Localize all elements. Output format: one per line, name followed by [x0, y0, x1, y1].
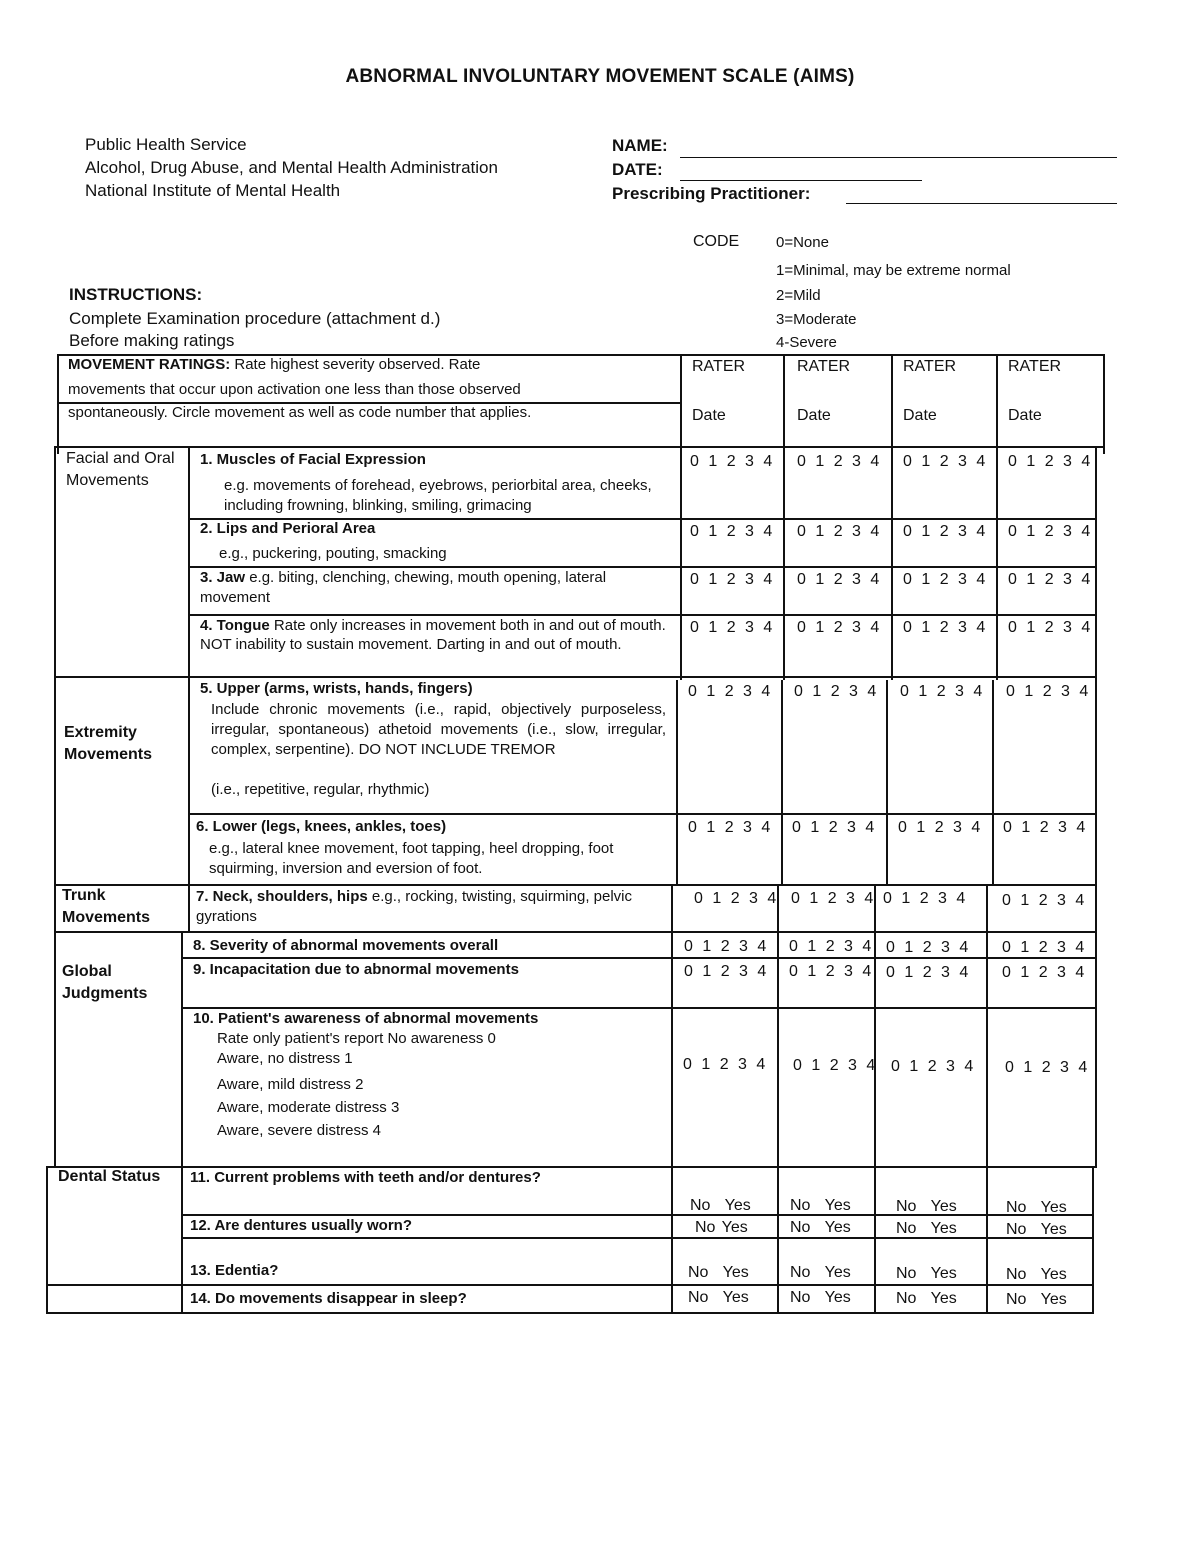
- answer-item-14-rater-4[interactable]: No Yes: [1006, 1291, 1067, 1308]
- code-item-3: 3=Moderate: [776, 311, 857, 328]
- score-item-5-rater-2[interactable]: 0 1 2 3 4: [794, 683, 879, 700]
- instructions-line-2: Before making ratings: [69, 331, 235, 350]
- item-5-description-2: (i.e., repetitive, regular, rhythmic): [211, 781, 430, 798]
- score-item-3-rater-1[interactable]: 0 1 2 3 4: [690, 571, 775, 588]
- score-item-4-rater-3[interactable]: 0 1 2 3 4: [903, 619, 988, 636]
- item-10-line-2: Aware, no distress 1: [217, 1050, 353, 1067]
- category-facial-oral: Facial and Oral Movements: [66, 450, 175, 489]
- answer-item-13-rater-2[interactable]: No Yes: [790, 1264, 851, 1281]
- score-item-7-rater-4[interactable]: 0 1 2 3 4: [1002, 892, 1087, 909]
- score-item-1-rater-3[interactable]: 0 1 2 3 4: [903, 453, 988, 470]
- score-item-6-rater-4[interactable]: 0 1 2 3 4: [1003, 819, 1088, 836]
- score-item-7-rater-1[interactable]: 0 1 2 3 4: [694, 890, 779, 907]
- agency-line-3: National Institute of Mental Health: [85, 181, 341, 200]
- code-label: CODE: [693, 233, 740, 250]
- agency-line-2: Alcohol, Drug Abuse, and Mental Health Administration: [85, 158, 498, 177]
- score-item-5-rater-3[interactable]: 0 1 2 3 4: [900, 683, 985, 700]
- item-10-line-3: Aware, mild distress 2: [217, 1076, 364, 1093]
- score-item-5-rater-4[interactable]: 0 1 2 3 4: [1006, 683, 1091, 700]
- answer-item-12-rater-2[interactable]: No Yes: [790, 1219, 851, 1236]
- code-item-4: 4-Severe: [776, 334, 837, 351]
- item-8-title: 8. Severity of abnormal movements overall: [193, 937, 499, 954]
- answer-item-11-rater-3[interactable]: No Yes: [896, 1198, 957, 1215]
- item-2-description: e.g., puckering, pouting, smacking: [219, 545, 447, 562]
- item-3: [200, 568, 640, 608]
- score-item-3-rater-3[interactable]: 0 1 2 3 4: [903, 571, 988, 588]
- score-item-10-rater-3[interactable]: 0 1 2 3 4: [891, 1058, 976, 1075]
- item-4: [200, 616, 670, 654]
- item-10-line-5: Aware, severe distress 4: [217, 1122, 381, 1139]
- score-item-10-rater-2[interactable]: 0 1 2 3 4: [793, 1057, 878, 1074]
- score-item-8-rater-4[interactable]: 0 1 2 3 4: [1002, 939, 1087, 956]
- score-item-1-rater-1[interactable]: 0 1 2 3 4: [690, 453, 775, 470]
- answer-item-13-rater-4[interactable]: No Yes: [1006, 1266, 1067, 1283]
- answer-item-12-rater-4[interactable]: No Yes: [1006, 1221, 1067, 1238]
- score-item-4-rater-2[interactable]: 0 1 2 3 4: [797, 619, 882, 636]
- item-7-description: e.g., rocking, twisting, squirming, pelvic gyrations: [196, 888, 633, 925]
- practitioner-label: Prescribing Practitioner:: [612, 184, 811, 203]
- answer-item-12-rater-1[interactable]: No Yes: [695, 1219, 748, 1236]
- answer-item-11-rater-1[interactable]: No Yes: [690, 1197, 751, 1214]
- score-item-8-rater-1[interactable]: 0 1 2 3 4: [684, 938, 769, 955]
- answer-item-12-rater-3[interactable]: No Yes: [896, 1220, 957, 1237]
- score-item-3-rater-4[interactable]: 0 1 2 3 4: [1008, 571, 1093, 588]
- ratings-header-line-2: movements that occur upon activation one less than those observed: [68, 381, 521, 398]
- item-5-title: 5. Upper (arms, wrists, hands, fingers): [200, 680, 473, 697]
- item-3-title: 3. Jaw: [200, 569, 246, 586]
- item-6-title: 6. Lower (legs, knees, ankles, toes): [196, 818, 447, 835]
- name-field[interactable]: [680, 157, 1117, 158]
- date-label-1: Date: [692, 407, 726, 424]
- item-6-description: e.g., lateral knee movement, foot tapping, heel dropping, foot squirming, inversion and eversion of foot.: [209, 840, 614, 877]
- score-item-2-rater-2[interactable]: 0 1 2 3 4: [797, 523, 882, 540]
- ratings-header: [68, 355, 668, 375]
- ratings-header-bold: MOVEMENT RATINGS:: [68, 356, 231, 373]
- answer-item-14-rater-1[interactable]: No Yes: [688, 1289, 749, 1306]
- item-1-description: e.g. movements of forehead, eyebrows, periorbital area, cheeks, including frowning, blinking, smiling, grimacing: [224, 477, 652, 514]
- category-extremity: Extremity Movements: [64, 724, 153, 763]
- item-10-line-4: Aware, moderate distress 3: [217, 1099, 400, 1116]
- item-12-title: 12. Are dentures usually worn?: [190, 1217, 413, 1234]
- instructions-heading: INSTRUCTIONS:: [69, 285, 203, 304]
- score-item-10-rater-4[interactable]: 0 1 2 3 4: [1005, 1059, 1090, 1076]
- score-item-6-rater-2[interactable]: 0 1 2 3 4: [792, 819, 877, 836]
- form-title: ABNORMAL INVOLUNTARY MOVEMENT SCALE (AIMS): [345, 66, 855, 87]
- score-item-2-rater-3[interactable]: 0 1 2 3 4: [903, 523, 988, 540]
- answer-item-11-rater-4[interactable]: No Yes: [1006, 1199, 1067, 1216]
- score-item-9-rater-4[interactable]: 0 1 2 3 4: [1002, 964, 1087, 981]
- rater-label-1: RATER: [692, 358, 746, 375]
- category-trunk: Trunk Movements: [62, 887, 151, 926]
- item-3-description: e.g. biting, clenching, chewing, mouth opening, lateral movement: [200, 569, 607, 606]
- answer-item-13-rater-3[interactable]: No Yes: [896, 1265, 957, 1282]
- score-item-9-rater-3[interactable]: 0 1 2 3 4: [886, 964, 971, 981]
- item-2-title: 2. Lips and Perioral Area: [200, 520, 376, 537]
- date-label: DATE:: [612, 160, 663, 179]
- score-item-5-rater-1[interactable]: 0 1 2 3 4: [688, 683, 773, 700]
- code-item-1: 1=Minimal, may be extreme normal: [776, 262, 1011, 279]
- item-10-line-1: Rate only patient's report No awareness 0: [217, 1030, 496, 1047]
- score-item-7-rater-3[interactable]: 0 1 2 3 4: [883, 890, 968, 907]
- ratings-header-line-3: spontaneously. Circle movement as well as code number that applies.: [68, 404, 532, 421]
- item-5-description: Include chronic movements (i.e., rapid, objectively purposeless, irregular, spontaneous) athetoid movements (i.e., slow, irregular, complex, serpentine). DO NOT INCLUDE TREMOR: [211, 701, 666, 758]
- item-4-title: 4. Tongue: [200, 617, 270, 634]
- rater-label-3: RATER: [903, 358, 957, 375]
- score-item-4-rater-1[interactable]: 0 1 2 3 4: [690, 619, 775, 636]
- score-item-1-rater-4[interactable]: 0 1 2 3 4: [1008, 453, 1093, 470]
- code-item-0: 0=None: [776, 234, 829, 251]
- score-item-8-rater-2[interactable]: 0 1 2 3 4: [789, 938, 874, 955]
- score-item-9-rater-1[interactable]: 0 1 2 3 4: [684, 963, 769, 980]
- instructions-line-1: Complete Examination procedure (attachment d.): [69, 309, 441, 328]
- name-label: NAME:: [612, 136, 668, 155]
- code-item-2: 2=Mild: [776, 287, 821, 304]
- rater-label-2: RATER: [797, 358, 851, 375]
- score-item-2-rater-4[interactable]: 0 1 2 3 4: [1008, 523, 1093, 540]
- score-item-3-rater-2[interactable]: 0 1 2 3 4: [797, 571, 882, 588]
- item-10-title: 10. Patient's awareness of abnormal movements: [193, 1010, 539, 1027]
- category-dental: Dental Status: [58, 1168, 161, 1185]
- date-label-4: Date: [1008, 407, 1042, 424]
- item-13-title: 13. Edentia?: [190, 1262, 279, 1279]
- date-label-3: Date: [903, 407, 937, 424]
- answer-item-14-rater-3[interactable]: No Yes: [896, 1290, 957, 1307]
- item-7: [196, 887, 666, 927]
- practitioner-field[interactable]: [846, 203, 1117, 204]
- item-11-title: 11. Current problems with teeth and/or dentures?: [190, 1169, 541, 1186]
- score-item-8-rater-3[interactable]: 0 1 2 3 4: [886, 939, 971, 956]
- score-item-6-rater-3[interactable]: 0 1 2 3 4: [898, 819, 983, 836]
- item-4-description: Rate only increases in movement both in and out of mouth. NOT inability to sustain movement. Darting in and out of mouth.: [200, 617, 666, 653]
- item-14-title: 14. Do movements disappear in sleep?: [190, 1290, 467, 1307]
- score-item-1-rater-2[interactable]: 0 1 2 3 4: [797, 453, 882, 470]
- score-item-4-rater-4[interactable]: 0 1 2 3 4: [1008, 619, 1093, 636]
- score-item-10-rater-1[interactable]: 0 1 2 3 4: [683, 1056, 768, 1073]
- category-global: Global Judgments: [62, 963, 148, 1002]
- answer-item-11-rater-2[interactable]: No Yes: [790, 1197, 851, 1214]
- date-field[interactable]: [680, 180, 922, 181]
- ratings-header-line-1: Rate highest severity observed. Rate: [230, 356, 481, 373]
- rater-label-4: RATER: [1008, 358, 1062, 375]
- answer-item-14-rater-2[interactable]: No Yes: [790, 1289, 851, 1306]
- score-item-9-rater-2[interactable]: 0 1 2 3 4: [789, 963, 874, 980]
- date-label-2: Date: [797, 407, 831, 424]
- item-9-title: 9. Incapacitation due to abnormal movements: [193, 961, 519, 978]
- item-1-title: 1. Muscles of Facial Expression: [200, 451, 426, 468]
- agency-line-1: Public Health Service: [85, 135, 247, 154]
- answer-item-13-rater-1[interactable]: No Yes: [688, 1264, 749, 1281]
- score-item-2-rater-1[interactable]: 0 1 2 3 4: [690, 523, 775, 540]
- score-item-7-rater-2[interactable]: 0 1 2 3 4: [791, 890, 876, 907]
- item-7-title: 7. Neck, shoulders, hips: [196, 888, 368, 905]
- score-item-6-rater-1[interactable]: 0 1 2 3 4: [688, 819, 773, 836]
